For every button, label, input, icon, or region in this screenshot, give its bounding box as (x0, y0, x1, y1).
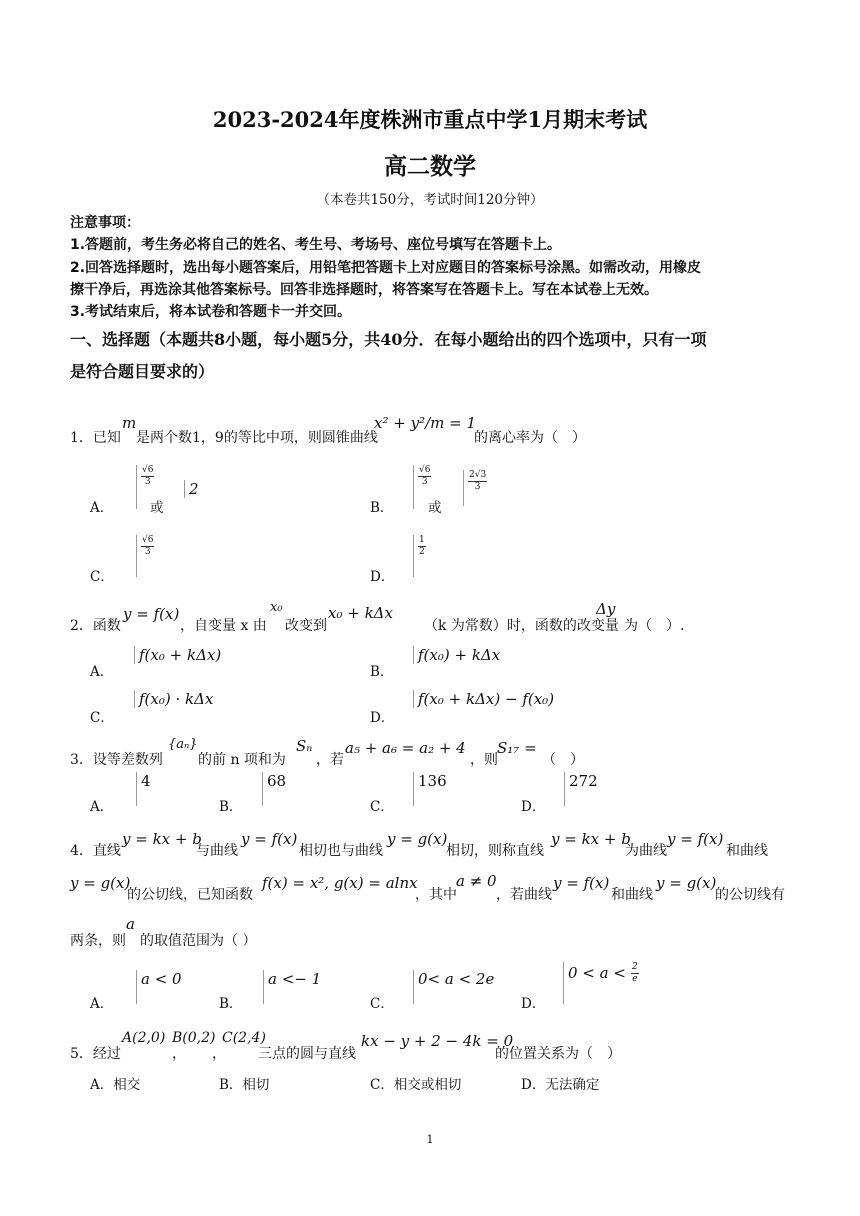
q1-stem-end: 的离心率为（ ） (474, 430, 586, 446)
q2-option-a-label: A． (90, 664, 114, 680)
q3-option-b-label: B． (219, 799, 243, 815)
q1-var-m: m (122, 414, 137, 432)
q3-option-a-value: 4 (136, 772, 151, 806)
notice-item-3: 3.考试结束后，将本试卷和答题卡一并交回。 (70, 304, 352, 320)
exam-note: （本卷共150分，考试时间120分钟） (316, 192, 544, 208)
q2-function: y = f(x) (123, 605, 180, 623)
q3-option-c-value: 136 (413, 772, 447, 806)
subject-title: 高二数学 (384, 153, 476, 180)
q1-option-d-label: D． (370, 569, 395, 585)
q2-option-c-label: C． (90, 710, 114, 726)
q2-delta-y: Δy (596, 600, 616, 618)
q1-option-c-label: C． (90, 569, 114, 585)
q1-b-den2: 3 (474, 482, 481, 492)
q4-stem-t6: 和曲线 (726, 843, 768, 859)
q4-l2-t1: 的公切线，已知函数 (127, 887, 253, 903)
q4-option-d-value (563, 962, 639, 1004)
q4-stem-t5: 为曲线 (625, 843, 667, 859)
q2-option-b-label: B． (370, 664, 394, 680)
section-heading-line2: 是符合题目要求的） (70, 362, 215, 381)
q1-c-num: √6 (142, 535, 154, 545)
q1-c-den: 3 (144, 547, 151, 557)
q2-stem-mid1: ，自变量 x 由 (180, 618, 267, 634)
q4-curve-f-2: y = f(x) (667, 830, 724, 848)
q4-d-den: e (632, 974, 638, 984)
q3-condition: a₅ + a₆ = a₂ + 4 (345, 739, 466, 757)
q5-stem-start: 5．经过 (70, 1046, 121, 1062)
exam-title: 2023-2024年度株洲市重点中学1月期末考试 (212, 107, 648, 132)
q4-d-num: 2 (632, 962, 638, 972)
q1-stem-mid: 是两个数1，9的等比中项，则圆锥曲线 (136, 430, 378, 446)
q1-option-d-frac (413, 535, 426, 577)
q3-stem-mid3: ，则 (470, 752, 498, 768)
q1-b-num1: √6 (419, 465, 431, 475)
q3-stem-start: 3．设等差数列 (70, 752, 163, 768)
q4-l2-t2: ，其中 (415, 887, 457, 903)
notice-heading: 注意事项： (70, 215, 140, 231)
q4-var-a: a (126, 915, 135, 933)
q3-sn: Sₙ (296, 737, 313, 755)
q4-curve-f-3: y = f(x) (553, 874, 610, 892)
q1-a-den: 3 (144, 477, 151, 487)
q5-option-c: C．相交或相切 (370, 1077, 462, 1093)
q1-b-num2: 2√3 (469, 470, 487, 480)
q5-point-a: A(2,0) (122, 1030, 166, 1046)
q4-option-d-label: D． (521, 996, 546, 1012)
q4-curve-f: y = f(x) (241, 830, 298, 848)
page-number: 1 (426, 1133, 434, 1146)
q2-x0-plus-kdx: x₀ + kΔx (328, 604, 393, 622)
q4-stem-t4: 相切，则称直线 (446, 843, 544, 859)
q5-option-b: B．相切 (219, 1077, 270, 1093)
q4-l3-t2: 的取值范围为（ ） (140, 933, 257, 949)
q3-option-a-label: A． (90, 799, 114, 815)
q3-option-d-value: 272 (564, 772, 598, 806)
q5-option-a: A．相交 (90, 1077, 141, 1093)
q1-option-a-or: 或 (150, 500, 164, 516)
q3-s17: S₁₇ = (497, 739, 537, 757)
q4-option-a-value: a < 0 (136, 970, 182, 1004)
q4-tangent-line: y = kx + b (122, 830, 202, 848)
q5-stem-mid: 三点的圆与直线 (258, 1046, 356, 1062)
q2-stem-mid2: 改变到 (285, 618, 327, 634)
q1-d-den: 2 (419, 547, 425, 557)
q1-option-a-val2: 2 (184, 480, 199, 498)
q2-option-c-value: f(x₀) · kΔx (134, 690, 213, 708)
q2-option-d-value: f(x₀ + kΔx) − f(x₀) (413, 690, 554, 708)
q1-b-den1: 3 (421, 477, 428, 487)
q2-stem-end: 为（ ）. (624, 618, 685, 634)
q3-sequence: {aₙ} (168, 737, 198, 752)
q3-option-b-value: 68 (262, 772, 286, 806)
q4-stem-t2: 与曲线 (196, 843, 238, 859)
q4-stem-t3: 相切也与曲线 (299, 843, 383, 859)
q5-option-d: D．无法确定 (521, 1077, 600, 1093)
q1-stem-start: 1．已知 (70, 430, 121, 446)
notice-item-2a: 2.回答选择题时，选出每小题答案后，用铅笔把答题卡上对应题目的答案标号涂黑。如需改动，用橡皮 (70, 260, 702, 276)
q5-point-b: B(0,2) (172, 1030, 216, 1046)
q4-l3-t1: 两条，则 (70, 933, 126, 949)
q2-option-b-value: f(x₀) + kΔx (413, 646, 500, 664)
q1-conic-equation: x² + y²/m = 1 (374, 414, 476, 432)
q4-option-b-value: a <− 1 (263, 970, 321, 1004)
q4-tangent-line-2: y = kx + b (551, 830, 631, 848)
section-heading-line1: 一、选择题（本题共8小题，每小题5分，共40分．在每小题给出的四个选项中，只有一项 (70, 330, 707, 349)
q4-option-c-value: 0< a < 2e (413, 970, 494, 1004)
q5-comma-1: ， (172, 1046, 186, 1062)
q2-stem-mid3: （k 为常数）时，函数的改变量 (424, 618, 619, 634)
q4-curve-g-2: y = g(x) (70, 874, 131, 892)
q5-point-c: C(2,4) (222, 1030, 266, 1046)
q4-function-def: f(x) = x², g(x) = alnx (262, 874, 418, 892)
q3-option-c-label: C． (370, 799, 394, 815)
q3-stem-mid2: ，若 (316, 752, 344, 768)
notice-item-2b: 擦干净后，再选涂其他答案标号。回答非选择题时，将答案写在答题卡上。写在本试卷上无效。 (70, 282, 658, 298)
q4-l2-t5: 的公切线有 (715, 887, 785, 903)
q4-d-ineq: 0 < a < (568, 964, 626, 982)
q5-stem-end: 的位置关系为（ ） (495, 1046, 621, 1062)
q4-option-b-label: B． (219, 996, 243, 1012)
q4-curve-g-3: y = g(x) (656, 874, 717, 892)
q1-option-c-frac (136, 535, 154, 577)
q4-option-c-label: C． (370, 996, 394, 1012)
q3-option-d-label: D． (521, 799, 546, 815)
q1-option-b-or: 或 (428, 500, 442, 516)
q4-option-a-label: A． (90, 996, 114, 1012)
q2-option-a-value: f(x₀ + kΔx) (134, 646, 221, 664)
q1-a-num: √6 (142, 465, 154, 475)
q4-stem-start: 4．直线 (70, 843, 121, 859)
q4-curve-g: y = g(x) (387, 830, 448, 848)
q5-comma-2: ， (212, 1046, 226, 1062)
q4-condition: a ≠ 0 (456, 872, 497, 890)
q1-option-b-frac2 (463, 470, 487, 506)
q3-stem-mid1: 的前 n 项和为 (198, 752, 286, 768)
q1-option-b-label: B． (370, 500, 394, 516)
notice-item-1: 1.答题前，考生务必将自己的姓名、考生号、考场号、座位号填写在答题卡上。 (70, 237, 562, 253)
q2-x0: x₀ (270, 600, 283, 615)
q4-l2-t4: 和曲线 (611, 887, 653, 903)
q2-stem-start: 2．函数 (70, 618, 121, 634)
q4-l2-t3: ，若曲线 (496, 887, 552, 903)
q1-option-a-label: A． (90, 500, 114, 516)
q2-option-d-label: D． (370, 710, 395, 726)
q1-d-num: 1 (419, 535, 425, 545)
q3-stem-end: （ ） (542, 752, 584, 768)
q5-line-equation: kx − y + 2 − 4k = 0 (361, 1032, 514, 1050)
